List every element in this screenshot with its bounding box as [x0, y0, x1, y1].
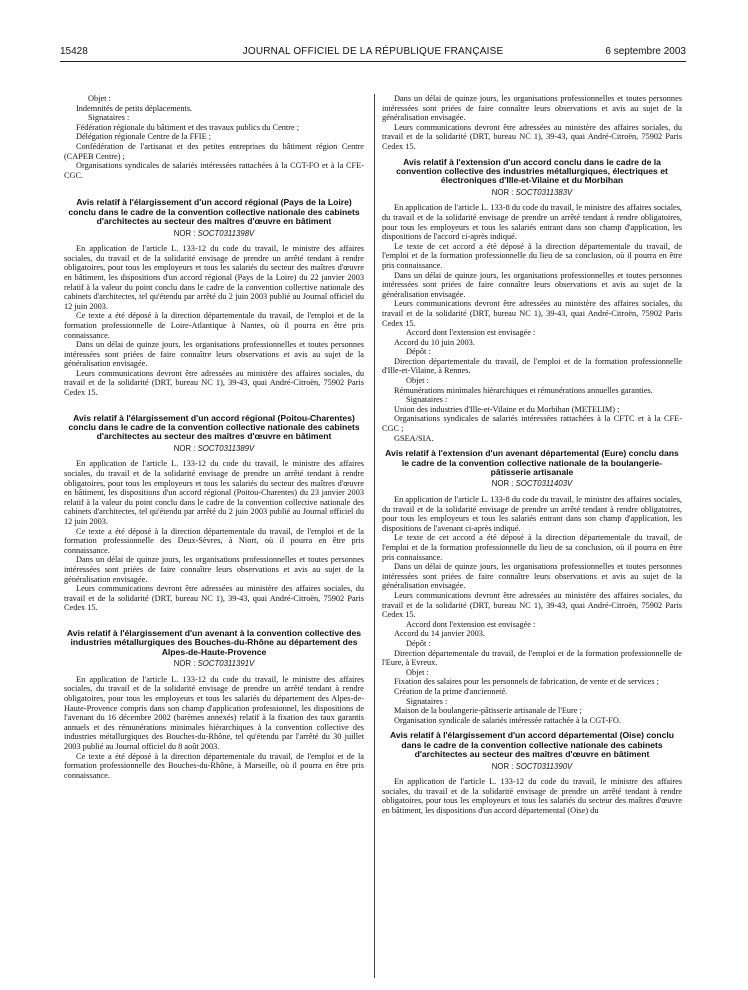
notice-paragraph: Leurs communications devront être adressées au ministère des affaires sociales, du travail et de la solidarité (DRT, bureau NC 1), 39-43, quai André-Citroën, 75902 Paris Cedex 15.	[382, 299, 682, 328]
depot-text: Direction départementale du travail, de l'emploi et de la formation professionnelle d'Ille-et-Vilaine, à Rennes.	[382, 356, 682, 376]
accord-label: Accord dont l'extension est envisagée :	[406, 619, 536, 629]
nor-label: NOR :	[491, 187, 514, 197]
notice-title: Avis relatif à l'extension d'un avenant départemental (Eure) conclu dans le cadre de la convention collective nationale de la boulangerie-pâtisserie artisanale	[385, 448, 679, 478]
notice-paragraph: Dans un délai de quinze jours, les organisations professionnelles et toutes personnes intéressées sont priées de faire connaître leurs observations et avis au sujet de la généralisation envisagée.	[382, 562, 682, 591]
header-rule	[60, 61, 686, 62]
notice-title: Avis relatif à l'extension d'un accord conclu dans le cadre de la convention collective des industries métallurgiques, électriques et électroniques d'Ille-et-Vilaine et du Morbihan	[396, 156, 668, 186]
objet-label: Objet :	[406, 376, 429, 386]
notice-title: Avis relatif à l'élargissement d'un accord régional (Poitou-Charentes) conclu dans le cadre de la convention collective nationale des cabinets d'architectes au secteur des maîtres d'œuvre en bâtiment	[68, 412, 360, 442]
accord-label: Accord dont l'extension est envisagée :	[406, 328, 536, 338]
signataires-label: Signataires :	[406, 696, 448, 706]
nor-code: SOCT0311391V	[197, 659, 255, 669]
accord-text: Accord du 10 juin 2003.	[394, 337, 475, 347]
nor-code: SOCT0311383V	[515, 187, 573, 197]
page-number: 15428	[60, 46, 88, 57]
nor-reference	[64, 229, 364, 239]
nor-code: SOCT0311389V	[197, 443, 255, 453]
page-header	[60, 46, 686, 60]
notice-paragraph: Leurs communications devront être adressées au ministère des affaires sociales, du travail et de la solidarité (DRT, bureau NC 1), 39-43, quai André-Citroën, 75902 Paris Cedex 15.	[382, 122, 682, 151]
signataires-label: Signataires :	[406, 395, 448, 405]
signataire-item: Délégation régionale Centre de la FFIE ;	[76, 132, 212, 142]
objet-label: Objet :	[88, 94, 111, 103]
notice-paragraph: Ce texte a été déposé à la direction départementale du travail, de l'emploi et de la formation professionnelle de Loire-Atlantique à Nantes, où il pourra en être pris connaissance.	[64, 311, 364, 340]
nor-label: NOR :	[491, 479, 514, 489]
notice-paragraph: Le texte de cet accord a été déposé à la direction départementale du travail, de l'emploi et de la formation professionnelle du lieu de sa conclusion, où il pourra en être pris connaissance.	[382, 533, 682, 562]
signataires-label: Signataires :	[88, 113, 130, 123]
objet-item: Création de la prime d'ancienneté.	[394, 686, 508, 696]
nor-reference	[382, 479, 682, 489]
notice-paragraph: Leurs communications devront être adressées au ministère des affaires sociales, du travail et de la solidarité (DRT, bureau NC 1), 39-43, quai André-Citroën, 75902 Paris Cedex 15.	[382, 590, 682, 620]
nor-label: NOR :	[173, 659, 196, 669]
signataire-item: Confédération de l'artisanat et des petites entreprises du bâtiment région Centre (CAPEB Centre) ;	[64, 141, 364, 161]
nor-label: NOR :	[173, 443, 196, 453]
nor-code: SOCT0311390V	[515, 761, 573, 771]
signataire-item: Union des industries d'Ille-et-Vilaine et du Morbihan (METELIM) ;	[394, 404, 620, 414]
signataire-item: Fédération régionale du bâtiment et des travaux publics du Centre ;	[76, 122, 300, 132]
notice-paragraph: En application de l'article L. 133-8 du code du travail, le ministre des affaires sociales, du travail et de la solidarité envisage de prendre un arrêté tendant à rendre obligatoires, pour tous les employeurs et tous les salariés entrant dans son champ d'application, les dispositions de l'avenant ci-après indiqué.	[382, 495, 682, 533]
nor-code: SOCT0311403V	[515, 479, 573, 489]
notice-paragraph: En application de l'article L. 133-8 du code du travail, le ministre des affaires sociales, du travail et de la solidarité envisage de prendre un arrêté tendant à rendre obligatoires, pour tous les employeurs et tous les salariés entrant dans son champ d'application, les dispositions de l'accord ci-après indiqué.	[382, 203, 682, 242]
notice-paragraph: Leurs communications devront être adressées au ministère des affaires sociales, du travail et de la solidarité (DRT, bureau NC 1), 39-43, quai André-Citroën, 75902 Paris Cedex 15.	[64, 368, 364, 398]
notice-paragraph: Ce texte a été déposé à la direction départementale du travail, de l'emploi et de la formation professionnelle des Deux-Sèvres, à Niort, où il pourra en être pris connaissance.	[64, 526, 364, 555]
notice-paragraph: En application de l'article L. 133-12 du code du travail, le ministre des affaires sociales, du travail et de la solidarité envisage de prendre un arrêté tendant à rendre obligatoires, pour tous les employeurs et tous les salariés du secteur des maîtres d'œuvre en bâtiment, les dispositions d'un accord départemental (Oise) du	[382, 777, 682, 815]
depot-label: Dépôt :	[406, 347, 431, 357]
signataire-item: Organisations syndicales de salariés intéressées rattachées à la CGT-FO et à la CFE-CGC.	[64, 161, 364, 180]
objet-item: Fixation des salaires pour les personnels de fabrication, de vente et de services ;	[394, 677, 659, 687]
signataire-item: Organisations syndicales de salariés intéressées rattachées à la CFTC et à la CFE-CGC ;	[382, 414, 682, 434]
left-column	[64, 94, 364, 780]
objet-text: Indemnités de petits déplacements.	[76, 103, 193, 113]
accord-text: Accord du 14 janvier 2003.	[394, 629, 486, 639]
publication-date: 6 septembre 2003	[605, 46, 686, 57]
notice-paragraph: Dans un délai de quinze jours, les organisations professionnelles et toutes personnes intéressées sont priées de faire connaître leurs observations et avis au sujet de la généralisation envisagée.	[64, 555, 364, 584]
nor-label: NOR :	[491, 761, 514, 771]
nor-reference	[382, 188, 682, 198]
objet-text: Rémunérations minimales hiérarchiques et rémunérations annuelles garanties.	[394, 385, 653, 395]
nor-code: SOCT0311398V	[197, 228, 255, 238]
notice-paragraph: Leurs communications devront être adressées au ministère des affaires sociales, du travail et de la solidarité (DRT, bureau NC 1), 39-43, quai André-Citroën, 75902 Paris Cedex 15.	[64, 584, 364, 613]
right-column	[382, 94, 682, 815]
nor-reference	[64, 444, 364, 454]
nor-label: NOR :	[173, 228, 196, 238]
signataire-item: Maison de la boulangerie-pâtisserie artisanale de l'Eure ;	[394, 706, 582, 716]
notice-title: Avis relatif à l'élargissement d'un avenant à la convention collective des industries métallurgiques des Bouches-du-Rhône au département des Alpes-de-Haute-Provence	[66, 627, 362, 657]
notice-title: Avis relatif à l'élargissement d'un accord régional (Pays de la Loire) conclu dans le cadre de la convention collective nationale des cabinets d'architectes au secteur des maîtres d'œuvre en bâtiment	[68, 197, 360, 227]
journal-title: JOURNAL OFFICIEL DE LA RÉPUBLIQUE FRANÇAISE	[242, 46, 504, 57]
column-divider	[374, 94, 375, 978]
signataire-item: Organisation syndicale de salariés intéressée rattachée à la CGT-FO.	[394, 715, 621, 725]
objet-label: Objet :	[406, 667, 429, 677]
notice-paragraph: En application de l'article L. 133-12 du code du travail, le ministre des affaires sociales, du travail et de la solidarité envisage de prendre un arrêté tendant à rendre obligatoires, pour tous les employeurs et tous les salariés du département des Alpes-de-Haute-Provence compris dans son champ d'application professionnel, les dispositions de l'avenant du 16 décembre 2002 (barèmes annexés) relatif à la fixation des taux garantis annuels et des rémunérations minimales hiérarchiques à la convention collective des industries métallurgiques des Bouches-du-Rhône, tel qu'étendu par l'arrêté du 30 juillet 2003 publié au Journal officiel du 8 août 2003.	[64, 674, 364, 751]
notice-paragraph: En application de l'article L. 133-12 du code du travail, le ministre des affaires sociales, du travail et de la solidarité envisage de prendre un arrêté tendant à rendre obligatoires, pour tous les employeurs et tous les salariés du secteur des maîtres d'œuvre en bâtiment, les dispositions d'un accord régional (Poitou-Charentes) du 23 janvier 2003 relatif à la valeur du point conclu dans le cadre de la convention collective nationale des cabinets d'architectes, tel qu'étendu par arrêté du 2 juin 2003 publié au Journal officiel du 12 juin 2003.	[64, 459, 364, 527]
signataire-item: GSEA/SIA.	[394, 433, 434, 443]
notice-paragraph: En application de l'article L. 133-12 du code du travail, le ministre des affaires sociales, du travail et de la solidarité envisage de prendre un arrêté tendant à rendre obligatoires, pour tous les employeurs et tous les salariés du secteur des maîtres d'œuvre en bâtiment, les dispositions d'un accord régional (Pays de la Loire) du 22 janvier 2003 relatif à la valeur du point conclu dans le cadre de la convention collective nationale des cabinets d'architectes, tel qu'étendu par arrêté du 2 juin 2003 publié au Journal officiel du 12 juin 2003.	[64, 244, 364, 311]
notice-paragraph: Le texte de cet accord a été déposé à la direction départementale du travail, de l'emploi et de la formation professionnelle du lieu de sa conclusion, où il pourra en être pris connaissance.	[382, 241, 682, 270]
depot-label: Dépôt :	[406, 638, 431, 648]
nor-reference	[64, 659, 364, 669]
nor-reference	[382, 762, 682, 772]
notice-paragraph: Ce texte a été déposé à la direction départementale du travail, de l'emploi et de la formation professionnelle des Bouches-du-Rhône, à Marseille, où il pourra en être pris connaissance.	[64, 751, 364, 780]
notice-paragraph: Dans un délai de quinze jours, les organisations professionnelles et toutes personnes intéressées sont priées de faire connaître leurs observations et avis au sujet de la généralisation envisagée.	[382, 270, 682, 299]
notice-paragraph: Dans un délai de quinze jours, les organisations professionnelles et toutes personnes intéressées sont priées de faire connaître leurs observations et avis au sujet de la généralisation envisagée.	[382, 94, 682, 123]
notice-title: Avis relatif à l'élargissement d'un accord départemental (Oise) conclu dans le cadre de la convention collective nationale des cabinets d'architectes au secteur des maîtres d'œuvre en bâtiment	[389, 730, 675, 760]
notice-paragraph: Dans un délai de quinze jours, les organisations professionnelles et toutes personnes intéressées sont priées de faire connaître leurs observations et avis au sujet de la généralisation envisagée.	[64, 340, 364, 369]
depot-text: Direction départementale du travail, de l'emploi et de la formation professionnelle de l'Eure, à Evreux.	[382, 648, 682, 668]
